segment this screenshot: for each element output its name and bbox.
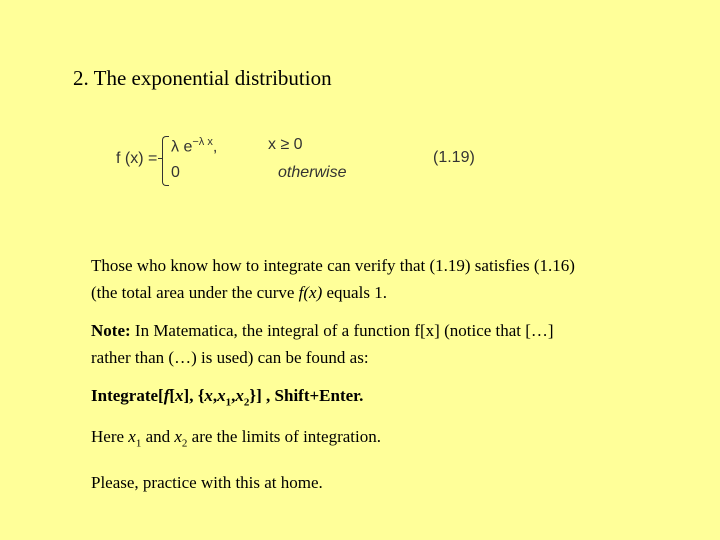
equation-number: (1.19) [433,149,475,166]
left-brace [162,136,169,186]
formula-case1: λ $e^{-\lambda x}$, [171,136,218,156]
paragraph-limits: Here $x_1$ and $x_2$ are the limits of integration. [91,427,381,450]
paragraph-practice: Please, practice with this at home. [91,472,323,492]
formula-lhs: f (x) = [116,150,158,167]
note-label: Note: [91,321,131,340]
formula-case2-condition: otherwise [278,164,347,181]
formula-case1-condition: x ≥ 0 [268,136,303,153]
piecewise-formula [116,136,496,188]
slide-title: 2. The exponential distribution [73,66,332,90]
paragraph-integration: Those who know how to integrate can verify that (1.19) satisfies (1.16) (the total area under the curve f(x) equals 1. [91,256,575,302]
slide-body [91,252,681,496]
formula-exponent: −λ x [192,136,213,148]
paragraph-integrate-command: Integrate[f[x], $\{x,x_1,x_2\}$] , Shift+Enter. [91,386,364,409]
paragraph-note: Note: In Matematica, the integral of a function f[x] (notice that […] rather than (…) is used) can be found as: [91,321,554,367]
formula-case2: 0 [171,164,180,181]
